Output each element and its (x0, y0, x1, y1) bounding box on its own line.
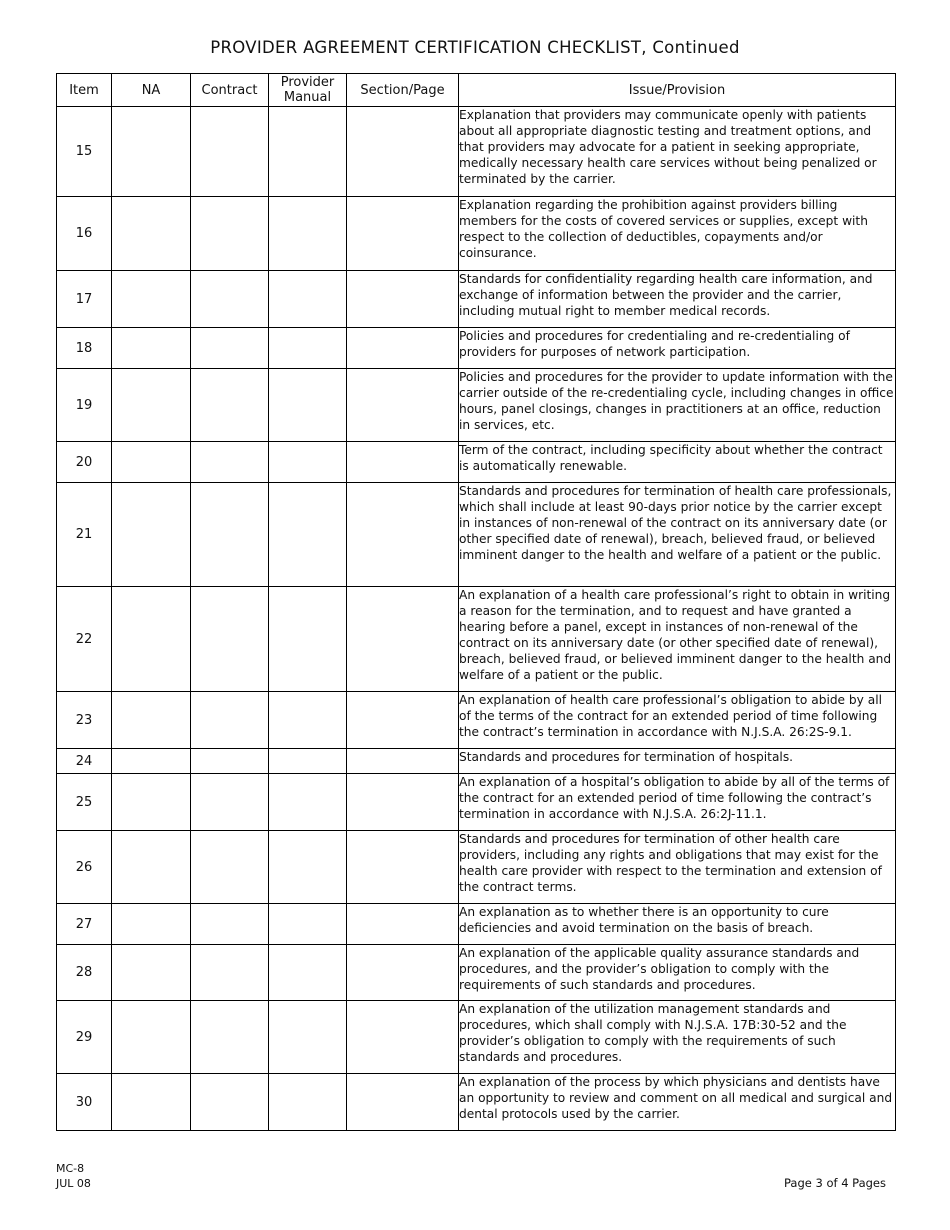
contract-cell[interactable] (191, 1001, 269, 1074)
item-number: 24 (57, 749, 112, 774)
issue-provision-text: Policies and procedures for the provider to update information with the carrier outside of the re-credentialing cycle, including changes in office hours, panel closings, changes in practitioners at an office, reduction in services, etc. (459, 369, 896, 442)
section-page-cell[interactable] (347, 483, 459, 587)
table-header-row (57, 74, 896, 107)
page-title: PROVIDER AGREEMENT CERTIFICATION CHECKLIST, Continued (210, 38, 740, 57)
contract-cell[interactable] (191, 749, 269, 774)
item-number: 15 (57, 107, 112, 197)
provider-manual-cell[interactable] (269, 369, 347, 442)
contract-cell[interactable] (191, 774, 269, 831)
contract-cell[interactable] (191, 328, 269, 369)
na-cell[interactable] (112, 483, 191, 587)
section-page-cell[interactable] (347, 197, 459, 271)
provider-manual-cell[interactable] (269, 271, 347, 328)
provider-manual-cell[interactable] (269, 328, 347, 369)
table-row (57, 692, 896, 749)
provider-manual-cell[interactable] (269, 1074, 347, 1131)
form-identifier (56, 1161, 91, 1191)
provider-manual-cell[interactable] (269, 107, 347, 197)
section-page-cell[interactable] (347, 831, 459, 904)
contract-cell[interactable] (191, 587, 269, 692)
provider-manual-cell[interactable] (269, 904, 347, 945)
na-cell[interactable] (112, 831, 191, 904)
table-row (57, 442, 896, 483)
na-cell[interactable] (112, 774, 191, 831)
item-number: 28 (57, 945, 112, 1001)
issue-provision-text: An explanation of the applicable quality assurance standards and procedures, and the provider’s obligation to comply with the requirements of such standards and procedures. (459, 945, 896, 1001)
contract-cell[interactable] (191, 442, 269, 483)
section-page-cell[interactable] (347, 369, 459, 442)
checklist-table (56, 73, 896, 1131)
section-page-cell[interactable] (347, 587, 459, 692)
section-page-cell[interactable] (347, 692, 459, 749)
item-number: 21 (57, 483, 112, 587)
na-cell[interactable] (112, 749, 191, 774)
table-row (57, 831, 896, 904)
table-row (57, 328, 896, 369)
na-cell[interactable] (112, 107, 191, 197)
item-number: 26 (57, 831, 112, 904)
na-cell[interactable] (112, 1001, 191, 1074)
table-row (57, 774, 896, 831)
section-page-cell[interactable] (347, 904, 459, 945)
issue-provision-text: Explanation that providers may communicate openly with patients about all appropriate diagnostic testing and treatment options, and that providers may advocate for a patient in seeking appropriate, medically necessary health care services without being penalized or terminated by the carrier. (459, 107, 896, 197)
contract-cell[interactable] (191, 692, 269, 749)
table-row (57, 1001, 896, 1074)
item-number: 25 (57, 774, 112, 831)
section-page-cell[interactable] (347, 271, 459, 328)
section-page-cell[interactable] (347, 1001, 459, 1074)
na-cell[interactable] (112, 945, 191, 1001)
issue-provision-text: An explanation as to whether there is an opportunity to cure deficiencies and avoid termination on the basis of breach. (459, 904, 896, 945)
item-number: 22 (57, 587, 112, 692)
item-number: 19 (57, 369, 112, 442)
contract-cell[interactable] (191, 483, 269, 587)
contract-cell[interactable] (191, 197, 269, 271)
na-cell[interactable] (112, 271, 191, 328)
contract-cell[interactable] (191, 831, 269, 904)
section-page-cell[interactable] (347, 328, 459, 369)
item-number: 16 (57, 197, 112, 271)
issue-provision-text: Policies and procedures for credentialing and re-credentialing of providers for purposes of network participation. (459, 328, 896, 369)
table-row (57, 197, 896, 271)
provider-manual-cell[interactable] (269, 587, 347, 692)
item-number: 29 (57, 1001, 112, 1074)
section-page-cell[interactable] (347, 442, 459, 483)
section-page-cell[interactable] (347, 945, 459, 1001)
item-number: 20 (57, 442, 112, 483)
provider-manual-cell[interactable] (269, 945, 347, 1001)
contract-cell[interactable] (191, 107, 269, 197)
na-cell[interactable] (112, 328, 191, 369)
provider-manual-cell[interactable] (269, 197, 347, 271)
column-header-na: NA (112, 74, 191, 107)
column-header-provider-manual: Provider Manual (269, 74, 347, 107)
table-row (57, 369, 896, 442)
item-number: 30 (57, 1074, 112, 1131)
item-number: 27 (57, 904, 112, 945)
table-row (57, 587, 896, 692)
issue-provision-text: Standards and procedures for termination of health care professionals, which shall include at least 90-days prior notice by the carrier except in instances of non-renewal of the contract on its anniversary date (or other specified date of renewal), breach, believed fraud, or believed imminent danger to the health and welfare of a patient or the public. (459, 483, 896, 587)
na-cell[interactable] (112, 369, 191, 442)
issue-provision-text: An explanation of the process by which physicians and dentists have an opportunity to review and comment on all medical and surgical and dental protocols used by the carrier. (459, 1074, 896, 1131)
column-header-issue-provision: Issue/Provision (459, 74, 896, 107)
section-page-cell[interactable] (347, 774, 459, 831)
provider-manual-cell[interactable] (269, 692, 347, 749)
issue-provision-text: An explanation of health care professional’s obligation to abide by all of the terms of the contract for an extended period of time following the contract’s termination in accordance with N.J.S.A. 26:2S-9.1. (459, 692, 896, 749)
issue-provision-text: Standards for confidentiality regarding health care information, and exchange of information between the provider and the carrier, including mutual right to member medical records. (459, 271, 896, 328)
form-date: JUL 08 (56, 1177, 91, 1190)
provider-manual-cell[interactable] (269, 1001, 347, 1074)
na-cell[interactable] (112, 587, 191, 692)
contract-cell[interactable] (191, 904, 269, 945)
contract-cell[interactable] (191, 271, 269, 328)
section-page-cell[interactable] (347, 1074, 459, 1131)
issue-provision-text: Standards and procedures for termination of hospitals. (459, 749, 896, 774)
na-cell[interactable] (112, 904, 191, 945)
issue-provision-text: An explanation of a hospital’s obligation to abide by all of the terms of the contract for an extended period of time following the contract’s termination in accordance with N.J.S.A. 26:2J-11.1. (459, 774, 896, 831)
column-header-item: Item (57, 74, 112, 107)
issue-provision-text: Standards and procedures for termination of other health care providers, including any rights and obligations that may exist for the health care provider with respect to the termination and extension of the contract terms. (459, 831, 896, 904)
contract-cell[interactable] (191, 1074, 269, 1131)
issue-provision-text: Term of the contract, including specificity about whether the contract is automatically renewable. (459, 442, 896, 483)
table-row (57, 1074, 896, 1131)
page-number: Page 3 of 4 Pages (783, 1176, 886, 1190)
form-code: MC-8 (56, 1162, 85, 1175)
section-page-cell[interactable] (347, 107, 459, 197)
item-number: 23 (57, 692, 112, 749)
section-page-cell[interactable] (347, 749, 459, 774)
item-number: 17 (57, 271, 112, 328)
table-row (57, 749, 896, 774)
table-row (57, 945, 896, 1001)
contract-cell[interactable] (191, 945, 269, 1001)
item-number: 18 (57, 328, 112, 369)
contract-cell[interactable] (191, 369, 269, 442)
table-row (57, 483, 896, 587)
column-header-contract: Contract (191, 74, 269, 107)
provider-manual-cell[interactable] (269, 749, 347, 774)
na-cell[interactable] (112, 197, 191, 271)
provider-manual-cell[interactable] (269, 483, 347, 587)
table-row (57, 904, 896, 945)
na-cell[interactable] (112, 692, 191, 749)
issue-provision-text: An explanation of the utilization management standards and procedures, which shall comply with N.J.S.A. 17B:30-52 and the provider’s obligation to comply with the requirements of such standards and procedures. (459, 1001, 896, 1074)
provider-manual-cell[interactable] (269, 831, 347, 904)
na-cell[interactable] (112, 442, 191, 483)
column-header-section-page: Section/Page (347, 74, 459, 107)
na-cell[interactable] (112, 1074, 191, 1131)
table-row (57, 271, 896, 328)
issue-provision-text: Explanation regarding the prohibition against providers billing members for the costs of covered services or supplies, except with respect to the collection of deductibles, copayments and/or coinsurance. (459, 197, 896, 271)
issue-provision-text: An explanation of a health care professional’s right to obtain in writing a reason for the termination, and to request and have granted a hearing before a panel, except in instances of non-renewal of the contract on its anniversary date (or other specified date of renewal), breach, believed fraud, or believed imminent danger to the health and welfare of a patient or the public. (459, 587, 896, 692)
provider-manual-cell[interactable] (269, 442, 347, 483)
table-row (57, 107, 896, 197)
provider-manual-cell[interactable] (269, 774, 347, 831)
